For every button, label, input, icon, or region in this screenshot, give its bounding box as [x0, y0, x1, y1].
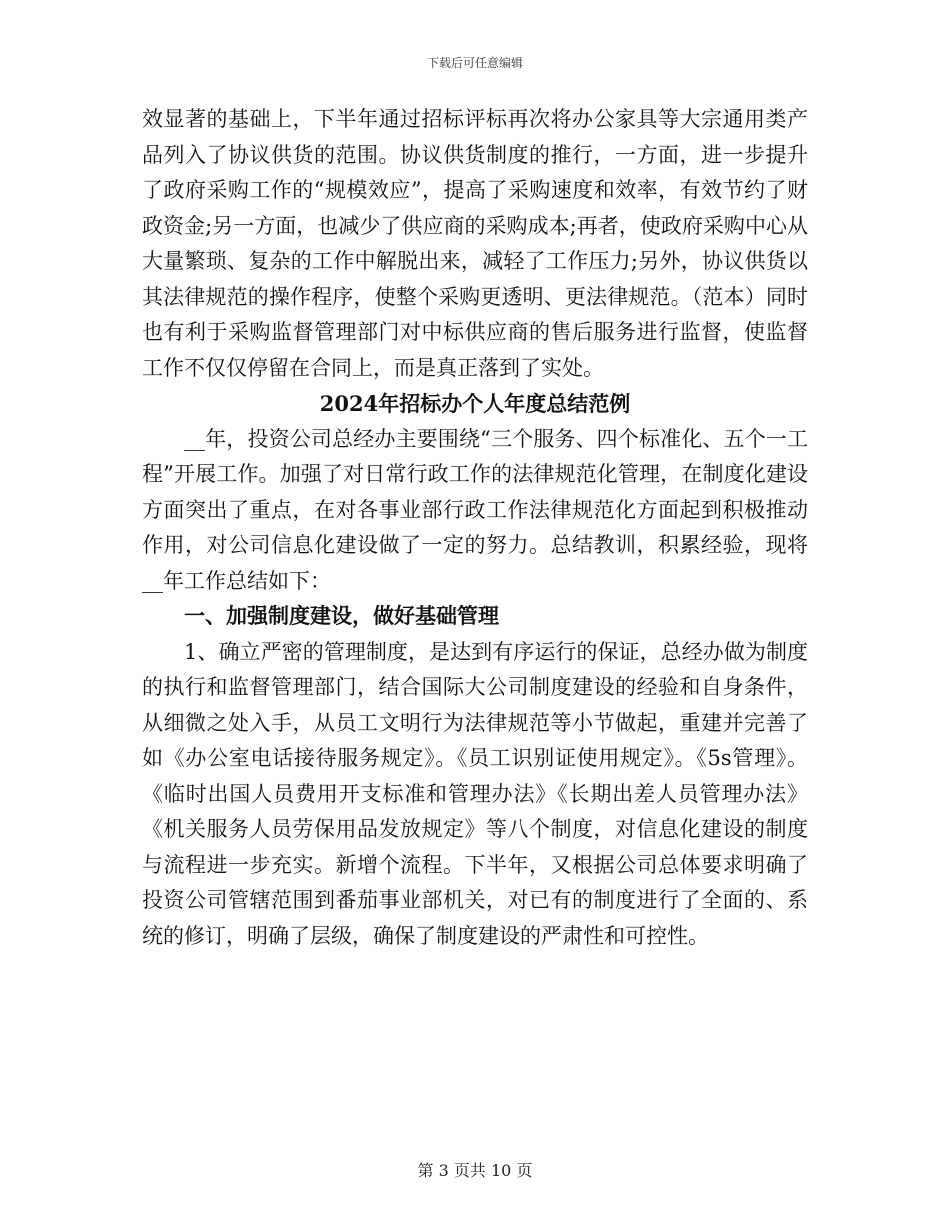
- paragraph-procurement: 效显著的基础上，下半年通过招标评标再次将办公家具等大宗通用类产品列入了协议供货的范围。协议供货制度的推行，一方面，进一步提升了政府采购工作的“规模效应”，提高了采购速度和效率，有效节约了财政资金;另一方面，也减少了供应商的采购成本;再者，使政府采购中心从大量繁琐、复杂的工作中解脱出来，减轻了工作压力;另外，协议供货以其法律规范的操作程序，使整个采购更透明、更法律规范。（范本）同时也有利于采购监督管理部门对中标供应商的售后服务进行监督，使监督工作不仅仅停留在合同上，而是真正落到了实处。: [142, 107, 808, 380]
- header-note: 下载后可任意编辑: [426, 56, 523, 70]
- page-number: 第 3 页共 10 页: [417, 1161, 533, 1180]
- section-heading-1: 一、加强制度建设，做好基础管理: [184, 604, 499, 628]
- document-body: [142, 102, 808, 954]
- paragraph-system-building: 1、确立严密的管理制度，是达到有序运行的保证，总经办做为制度的执行和监督管理部门，结合国际大公司制度建设的经验和自身条件，从细微之处入手，从员工文明行为法律规范等小节做起，重建并完善了如《办公室电话接待服务规定》。《员工识别证使用规定》。《5s管理》。《临时出国人员费用开支标准和管理办法》《长期出差人员管理办法》《机关服务人员劳保用品发放规定》等八个制度，对信息化建设的制度与流程进一步充实。新增个流程。下半年，又根据公司总体要求明确了投资公司管辖范围到番茄事业部机关，对已有的制度进行了全面的、系统的修订，明确了层级，确保了制度建设的严肃性和可控性。: [142, 639, 808, 948]
- paragraph-intro: __年，投资公司总经办主要围绕“三个服务、四个标准化、五个一工程”开展工作。加强了对日常行政工作的法律规范化管理，在制度化建设方面突出了重点，在对各事业部行政工作法律规范化方面起到积极推动作用，对公司信息化建设做了一定的努力。总结教训，积累经验，现将__年工作总结如下：: [142, 426, 808, 593]
- section-title: 2024年招标办个人年度总结范例: [319, 391, 631, 416]
